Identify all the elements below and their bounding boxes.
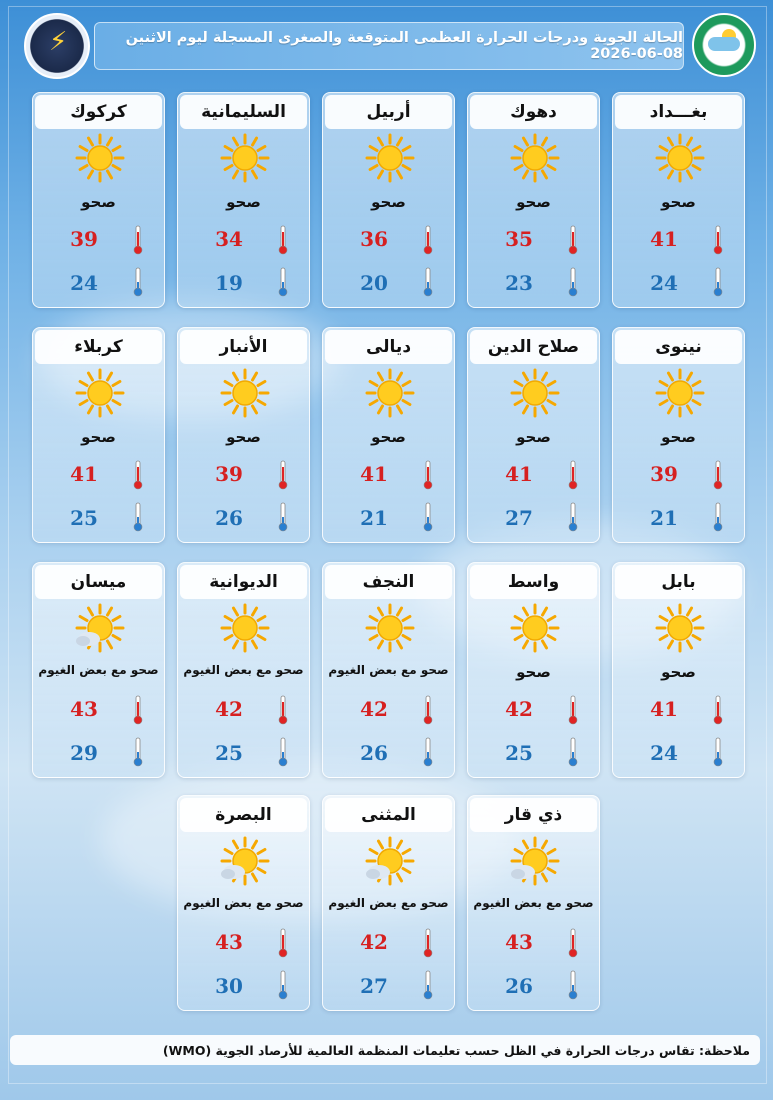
sun-icon (365, 133, 415, 183)
city-forecast-card (32, 562, 165, 778)
hot-thermometer-icon (278, 460, 288, 490)
max-temperature: 35 (505, 227, 533, 251)
hot-thermometer-icon (568, 928, 578, 958)
max-temperature: 41 (505, 462, 533, 486)
city-forecast-card (467, 562, 600, 778)
sun-icon (510, 368, 560, 418)
city-forecast-card (467, 795, 600, 1011)
weather-condition: صحو (661, 663, 696, 681)
max-temperature: 42 (505, 697, 533, 721)
background-cloud (100, 760, 520, 920)
hot-thermometer-icon (423, 225, 433, 255)
city-forecast-card (612, 327, 745, 543)
cold-thermometer-icon (278, 737, 288, 767)
city-name: أربيل (325, 95, 452, 129)
city-name: كربلاء (35, 330, 162, 364)
cold-thermometer-icon (133, 502, 143, 532)
city-forecast-card (322, 795, 455, 1011)
cold-thermometer-icon (713, 267, 723, 297)
min-temperature: 24 (650, 271, 678, 295)
city-name: البصرة (180, 798, 307, 832)
footer-note (10, 1035, 760, 1065)
city-name: المثنى (325, 798, 452, 832)
city-name: السليمانية (180, 95, 307, 129)
city-forecast-card (177, 327, 310, 543)
cold-thermometer-icon (133, 267, 143, 297)
min-temperature: 27 (360, 974, 388, 998)
city-name: كركوك (35, 95, 162, 129)
cold-thermometer-icon (278, 502, 288, 532)
weather-condition: صحو مع بعض الغيوم (38, 663, 159, 677)
min-temperature: 25 (505, 741, 533, 765)
city-forecast-card (612, 562, 745, 778)
min-temperature: 26 (215, 506, 243, 530)
min-temperature: 23 (505, 271, 533, 295)
max-temperature: 41 (650, 227, 678, 251)
city-name: بابل (615, 565, 742, 599)
city-name: النجف (325, 565, 452, 599)
city-name: الأنبار (180, 330, 307, 364)
weather-condition: صحو مع بعض الغيوم (328, 896, 449, 910)
hot-thermometer-icon (133, 225, 143, 255)
sun-cloud-icon (510, 836, 560, 886)
max-temperature: 39 (70, 227, 98, 251)
hot-thermometer-icon (423, 928, 433, 958)
cold-thermometer-icon (278, 970, 288, 1000)
sun-cloud-icon (220, 836, 270, 886)
max-temperature: 43 (215, 930, 243, 954)
max-temperature: 41 (650, 697, 678, 721)
weather-condition: صحو (516, 428, 551, 446)
weather-condition: صحو (371, 193, 406, 211)
min-temperature: 24 (70, 271, 98, 295)
cold-thermometer-icon (133, 737, 143, 767)
city-forecast-card (467, 92, 600, 308)
meteorology-logo-right (692, 13, 756, 77)
hot-thermometer-icon (423, 695, 433, 725)
weather-condition: صحو مع بعض الغيوم (183, 896, 304, 910)
sun-icon (220, 133, 270, 183)
cold-thermometer-icon (423, 267, 433, 297)
city-forecast-card (467, 327, 600, 543)
min-temperature: 29 (70, 741, 98, 765)
min-temperature: 26 (505, 974, 533, 998)
city-forecast-card (322, 562, 455, 778)
cold-thermometer-icon (423, 970, 433, 1000)
min-temperature: 25 (70, 506, 98, 530)
cold-thermometer-icon (423, 737, 433, 767)
max-temperature: 42 (215, 697, 243, 721)
max-temperature: 42 (360, 697, 388, 721)
weather-condition: صحو (226, 193, 261, 211)
max-temperature: 34 (215, 227, 243, 251)
min-temperature: 21 (650, 506, 678, 530)
hot-thermometer-icon (133, 460, 143, 490)
max-temperature: 43 (505, 930, 533, 954)
city-name: بغـــداد (615, 95, 742, 129)
city-forecast-card (32, 92, 165, 308)
cold-thermometer-icon (568, 970, 578, 1000)
max-temperature: 41 (70, 462, 98, 486)
sun-icon (510, 133, 560, 183)
meteorology-logo-left (24, 13, 90, 79)
lightning-icon: ⚡ (49, 27, 68, 57)
weather-condition: صحو (661, 428, 696, 446)
cold-thermometer-icon (568, 502, 578, 532)
hot-thermometer-icon (713, 225, 723, 255)
city-forecast-card (32, 327, 165, 543)
header-banner (94, 22, 684, 70)
city-forecast-card (177, 795, 310, 1011)
hot-thermometer-icon (278, 225, 288, 255)
weather-condition: صحو (226, 428, 261, 446)
hot-thermometer-icon (568, 695, 578, 725)
max-temperature: 41 (360, 462, 388, 486)
sun-icon (75, 368, 125, 418)
city-name: الديوانية (180, 565, 307, 599)
sun-icon (655, 133, 705, 183)
min-temperature: 19 (215, 271, 243, 295)
hot-thermometer-icon (568, 225, 578, 255)
max-temperature: 39 (215, 462, 243, 486)
weather-condition: صحو (516, 193, 551, 211)
hot-thermometer-icon (278, 928, 288, 958)
page-title: الحالة الجوية ودرجات الحرارة العظمى المتوقعة والصغرى المسجلة ليوم الاثنين 08-06-2026 (125, 30, 683, 62)
weather-condition: صحو (81, 428, 116, 446)
hot-thermometer-icon (568, 460, 578, 490)
hot-thermometer-icon (713, 460, 723, 490)
cold-thermometer-icon (568, 737, 578, 767)
city-name: ذي قار (470, 798, 597, 832)
weather-condition: صحو مع بعض الغيوم (328, 663, 449, 677)
min-temperature: 26 (360, 741, 388, 765)
weather-condition: صحو (516, 663, 551, 681)
city-name: ميسان (35, 565, 162, 599)
cold-thermometer-icon (423, 502, 433, 532)
sun-icon (220, 603, 270, 653)
sun-icon (655, 603, 705, 653)
hot-thermometer-icon (423, 460, 433, 490)
min-temperature: 25 (215, 741, 243, 765)
cold-thermometer-icon (568, 267, 578, 297)
sun-icon (655, 368, 705, 418)
city-forecast-card (177, 92, 310, 308)
city-name: صلاح الدين (470, 330, 597, 364)
weather-condition: صحو (371, 428, 406, 446)
city-name: ديالى (325, 330, 452, 364)
hot-thermometer-icon (133, 695, 143, 725)
city-forecast-card (177, 562, 310, 778)
cold-thermometer-icon (713, 737, 723, 767)
city-forecast-card (322, 92, 455, 308)
city-name: نينوى (615, 330, 742, 364)
city-name: دهوك (470, 95, 597, 129)
min-temperature: 21 (360, 506, 388, 530)
footer-note-text: ملاحظة: تقاس درجات الحرارة في الظل حسب تعليمات المنظمة العالمية للأرصاد الجوية (WMO) (162, 1042, 750, 1058)
sun-cloud-icon (365, 836, 415, 886)
cold-thermometer-icon (713, 502, 723, 532)
min-temperature: 30 (215, 974, 243, 998)
sun-icon (365, 603, 415, 653)
min-temperature: 27 (505, 506, 533, 530)
weather-condition: صحو (81, 193, 116, 211)
min-temperature: 20 (360, 271, 388, 295)
sun-icon (220, 368, 270, 418)
hot-thermometer-icon (713, 695, 723, 725)
max-temperature: 36 (360, 227, 388, 251)
city-forecast-card (322, 327, 455, 543)
sun-icon (510, 603, 560, 653)
weather-condition: صحو مع بعض الغيوم (473, 896, 594, 910)
weather-condition: صحو (661, 193, 696, 211)
max-temperature: 42 (360, 930, 388, 954)
sun-icon (365, 368, 415, 418)
city-forecast-card (612, 92, 745, 308)
sun-icon (75, 133, 125, 183)
sun-cloud-icon (75, 603, 125, 653)
hot-thermometer-icon (278, 695, 288, 725)
min-temperature: 24 (650, 741, 678, 765)
max-temperature: 39 (650, 462, 678, 486)
logo-cloud-icon (708, 37, 740, 51)
max-temperature: 43 (70, 697, 98, 721)
city-name: واسط (470, 565, 597, 599)
weather-condition: صحو مع بعض الغيوم (183, 663, 304, 677)
cold-thermometer-icon (278, 267, 288, 297)
